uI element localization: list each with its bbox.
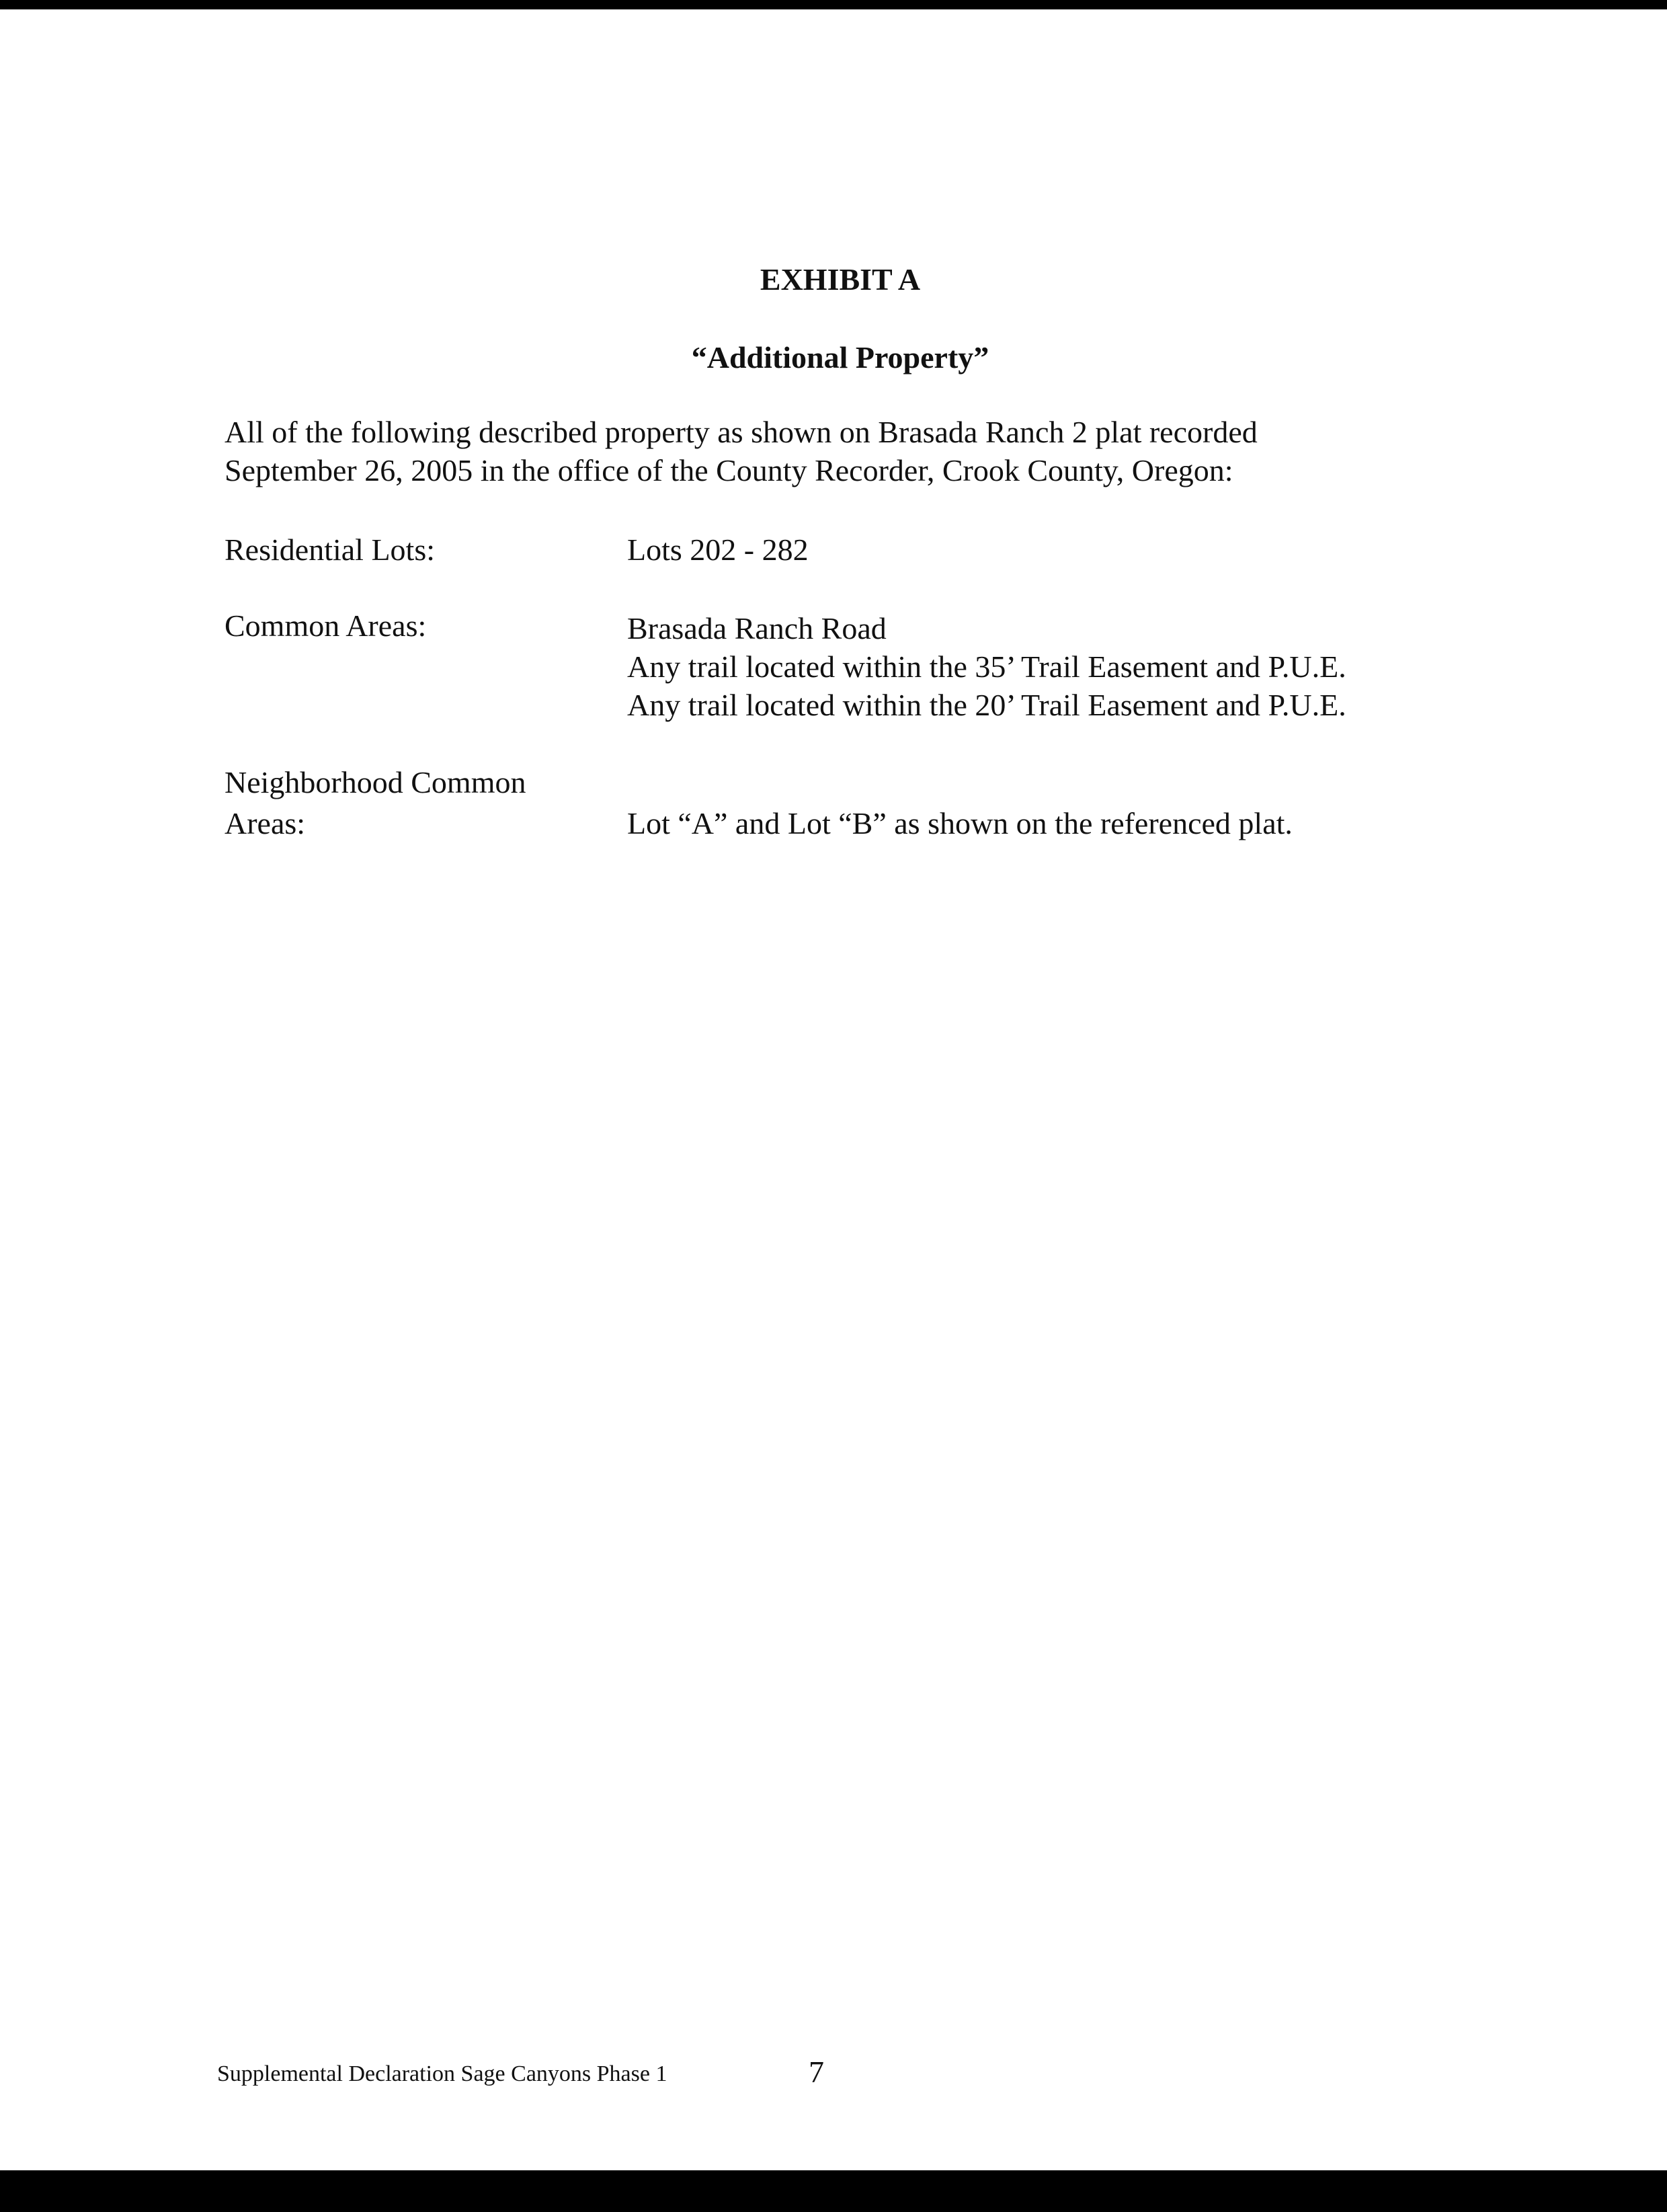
residential-lots-value	[627, 530, 1528, 569]
intro-line: All of the following described property as shown on Brasada Ranch 2 plat recorded	[225, 415, 1258, 449]
intro-line: September 26, 2005 in the office of the County Recorder, Crook County, Oregon:	[225, 453, 1233, 487]
common-areas-label: Common Areas:	[225, 608, 427, 643]
neighborhood-value-text: Lot “A” and Lot “B” as shown on the referenced plat.	[627, 806, 1293, 840]
neighborhood-common-areas-value	[627, 804, 1528, 842]
common-areas-list	[627, 609, 1528, 724]
exhibit-subtitle: “Additional Property”	[691, 340, 989, 374]
residential-lots-text: Lots 202 - 282	[627, 532, 809, 567]
scan-border-top	[0, 0, 1667, 9]
exhibit-title: EXHIBIT A	[760, 262, 921, 297]
page-number: 7	[809, 2055, 824, 2089]
common-area-item: Brasada Ranch Road	[627, 611, 887, 645]
scan-border-bottom	[0, 2170, 1667, 2212]
neighborhood-label-line: Areas:	[225, 806, 306, 840]
common-area-item: Any trail located within the 35’ Trail Easement and P.U.E.	[627, 649, 1346, 684]
intro-paragraph	[225, 413, 1502, 489]
common-area-item: Any trail located within the 20’ Trail Easement and P.U.E.	[627, 688, 1346, 722]
neighborhood-common-areas-label	[225, 762, 601, 844]
neighborhood-label-line: Neighborhood Common	[225, 765, 526, 799]
footer-document-name: Supplemental Declaration Sage Canyons Phase 1	[217, 2061, 667, 2086]
residential-lots-label: Residential Lots:	[225, 532, 436, 567]
